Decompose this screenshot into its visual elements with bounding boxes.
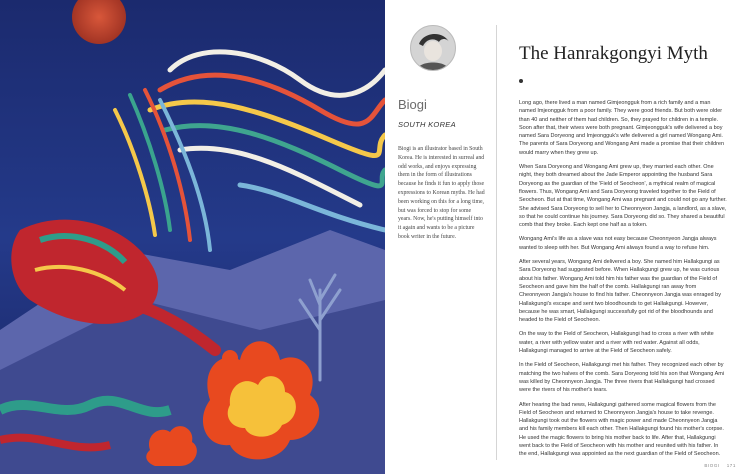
author-avatar — [410, 25, 456, 71]
article-title: The Hanrakgongyi Myth — [519, 43, 708, 64]
story-paragraph: After hearing the bad news, Hallakgungi gathered some magical flowers from the Field of Seocheon and returned to Cheonnyeon Jangja's house to take revenge. Hallakgungi took out the flowers with magic power and made Cheonnyeon Jangja and his family members kill each other. Then Hallakgungi found his mother's corpse. He used the magic flowers to bring his mother back to life. After that, Hallakgungi went back to the Field of Seocheon with his mother and reunited with his father. In the end, Hallakgungi was appointed as the next guardian of the Field of Seocheon. — [519, 401, 724, 458]
story-paragraph: When Sara Doryeong and Wongang Ami grew up, they married each other. One night, they both dreamed about the Jade Emperor appointing the husband Sara Doryeong as the guardian of the 'Field of Seocheon', a mythical realm of magical flowers. Thus, Wongang Ami and Sara Doryeong traveled together to the Field of Seocheon. But at that time, Wongang Ami was pregnant and could not go any further. She advised Sara Doryeong to sell her to Cheonnyeon Jangja, a landlord, as a slave, so that he could continue his journey. Sara Doryeong did so. They shared a beautiful comb that they broke. Each kept one half as a token. — [519, 164, 727, 229]
story-paragraph: After several years, Wongang Ami delivered a boy. She named him Hallakgungi as Sara Doryeong had suggested before. When Hallakgungi grew up, he was curious about his father. Wongang Ami told him his father was the guardian of the Field of Seocheon and gave him the half of the comb. Hallakgungi ran away from Cheonnyeon Jangja's house to find his father. Cheonnyeon Jangja was enraged by Hallakgungi's escape and sent two bloodhounds to get Hallakgungi. However, because he was smart, Hallakgungi successfully got rid of the bloodhounds and headed to the Field of Seocheon. — [519, 259, 721, 324]
story-paragraph: Long ago, there lived a man named Gimjeongguk from a rich family and a man named Imjeongguk from a poor family. They were good friends. But both were older than 40 and neither of them had children. So, they prayed for children in a temple. Soon after that, their wives were both pregnant. Gimjeongguk's wife delivered a boy named Sara Doryeong and Imjeongguk's wife delivered a girl named Wongang Ami. The parents of Sara Doryeong and Wongang Ami made a promise that their children would marry when they grew up. — [519, 100, 725, 156]
story-body — [519, 99, 727, 465]
story-paragraph: In the Field of Seocheon, Hallakgungi met his father. They recognized each other by matching the two halves of the comb. Sara Doryeong told his son that Wongang Ami was killed by Cheonnyeon Jangja. The three rivers that Hallakgungi had crossed were the rivers of his mother's tears. — [519, 362, 725, 394]
author-name: Biogi — [398, 97, 427, 112]
page-footer — [699, 463, 736, 468]
author-country: SOUTH KOREA — [398, 120, 456, 129]
story-paragraph: On the way to the Field of Seocheon, Hallakgungi had to cross a river with white water, a river with yellow water and a river with red water. Against all odds, Hallakgungi managed to arrive at the Field of Seocheon safely. — [519, 331, 714, 355]
column-divider — [496, 25, 497, 460]
author-bio: Biogi is an illustrator based in South Korea. He is interested in surreal and odd works, and enjoys expressing them in the form of illustrations because he finds it fun to apply those expressions to Korean myths. He had been working on this for a long time, but was forced to stop for some years. Now, he's putting himself into it again and wants to be a picture book writer in the future. — [398, 146, 485, 240]
page-number: 171 — [726, 463, 736, 468]
footer-section: BIOGI — [704, 463, 720, 468]
story-paragraph: Wongang Ami's life as a slave was not easy because Cheonnyeon Jangja always wanted to sleep with her. But Wongang Ami always found a way to refuse him. — [519, 236, 717, 251]
title-bullet — [519, 79, 523, 83]
